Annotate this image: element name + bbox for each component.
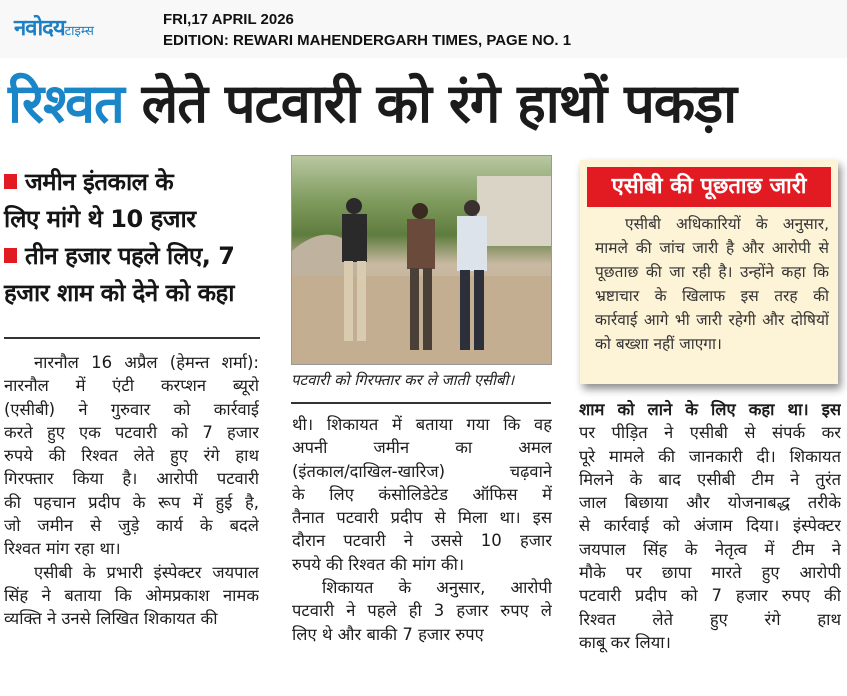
text-line: शाम को लाने के लिए कहा था। इस: [579, 400, 841, 419]
text-line: अपनी जमीन का अमल: [292, 438, 552, 458]
article-column-3: [579, 398, 841, 654]
edition-name: EDITION: REWARI MAHENDERGARH TIMES, PAGE NO. 1: [163, 32, 572, 49]
text-line: पूछताछ की जा रही है। उन्होंने कहा कि: [595, 263, 829, 281]
text-line: के लिए कंसोलिडेटेड ऑफिस में: [292, 484, 552, 504]
text-line: भ्रष्टाचार के खिलाफ इस तरह की: [595, 287, 829, 305]
text-line: मिलने के बाद एसीबी टीम ने तुरंत: [579, 469, 841, 489]
text-line: करते हुए एक पटवारी को 7 हजार: [4, 422, 259, 442]
headline-rest: लेते पटवारी को रंगे हाथों पकड़ा: [123, 72, 737, 135]
logo-main: नवोदय: [14, 16, 65, 41]
text-line: कार्रवाई आगे भी जारी रहेगी और दोषियों: [595, 311, 829, 329]
issue-date: FRI,17 APRIL 2026: [163, 11, 294, 28]
text-line: (एसीबी) ने गुरुवार को कार्रवाई: [4, 399, 259, 419]
text-line: थी। शिकायत में बताया गया कि वह: [292, 415, 552, 434]
subheading-line: जमीन इंतकाल के: [25, 168, 174, 196]
text-line: लिए थे और बाकी 7 हजार रुपए: [292, 624, 484, 644]
text-line: मौके पर छापा मारते हुए आरोपी: [579, 563, 841, 583]
text-line: (इंतकाल/दाखिल-खारिज) चढ़वाने: [292, 461, 552, 481]
text-line: रुपये की रिश्वत लेते हुए रंगे हाथ: [4, 446, 259, 466]
text-line: दौरान पटवारी ने उससे 10 हजार: [292, 531, 552, 551]
text-line: पूरे मामले की जानकारी दी। शिकायत: [579, 446, 841, 466]
photo-caption: पटवारी को गिरफ्तार कर ले जाती एसीबी।: [291, 371, 515, 389]
sidebar-box-title: एसीबी की पूछताछ जारी: [587, 167, 831, 207]
text-line: को बख्शा नहीं जाएगा।: [595, 335, 722, 353]
edition-info: [163, 9, 571, 51]
text-line: जो जमीन से जुड़े कार्य के बदले: [4, 516, 259, 536]
logo-sub: टाइम्स: [64, 24, 94, 39]
article-column-2: [292, 413, 552, 646]
text-line: रिश्वत लेते हुए रंगे हाथ: [579, 609, 841, 629]
subheadings: [4, 164, 262, 312]
text-line: काबू कर लिया।: [579, 632, 671, 652]
subheading: [4, 164, 262, 201]
bullet-square-icon: [4, 248, 17, 263]
news-photo: [291, 155, 552, 365]
text-line: गिरफ्तार किया है। आरोपी पटवारी: [4, 469, 259, 489]
text-line: तैनात पटवारी प्रदीप से मिला था। इस: [292, 508, 552, 528]
text-line: रुपये की रिश्वत की मांग की।: [292, 554, 465, 574]
text-line: एसीबी अधिकारियों के अनुसार,: [625, 215, 829, 233]
subheading-line: तीन हजार पहले लिए, 7: [25, 242, 235, 270]
text-line: एसीबी के प्रभारी इंस्पेक्टर जयपाल: [34, 562, 259, 582]
text-line: की पहचान प्रदीप के रूप में हुई है,: [4, 492, 259, 512]
text-line: नारनौल में एंटी करप्शन ब्यूरो: [4, 376, 259, 396]
text-line: से कार्रवाई को अंजाम दिया। इंस्पेक्टर: [579, 516, 841, 536]
masthead-bar: [0, 0, 847, 58]
subheading-line: हजार शाम को देने को कहा: [4, 279, 235, 307]
subheading: [4, 275, 262, 312]
divider: [4, 337, 260, 339]
newspaper-logo: [14, 12, 94, 42]
subheading: [4, 201, 262, 238]
sidebar-box-body: [595, 212, 829, 356]
sidebar-box: [580, 160, 838, 384]
text-line: जाल बिछाया और योजनाबद्ध तरीके: [579, 493, 841, 513]
subheading-line: लिए मांगे थे 10 हजार: [4, 205, 196, 233]
text-line: पर पीड़ित ने एसीबी से संपर्क कर: [579, 423, 841, 443]
article-column-1: [4, 351, 259, 631]
text-line: जयपाल सिंह के नेतृत्व में टीम ने: [579, 539, 841, 559]
bullet-square-icon: [4, 174, 17, 189]
divider: [291, 402, 551, 404]
text-line: पटवारी प्रदीप को 7 हजार रुपए की: [579, 586, 841, 606]
text-line: रिश्वत मांग रहा था।: [4, 539, 121, 559]
subheading: [4, 238, 262, 275]
photo-scene: [292, 156, 551, 364]
text-line: व्यक्ति ने उनसे लिखित शिकायत की: [4, 609, 218, 629]
text-line: नारनौल 16 अप्रैल (हेमन्त शर्मा):: [34, 353, 259, 372]
text-line: पटवारी ने पहले ही 3 हजार रुपए ले: [292, 601, 552, 621]
headline-highlight: रिश्वत: [8, 72, 124, 135]
text-line: शिकायत के अनुसार, आरोपी: [322, 578, 552, 598]
text-line: सिंह ने बताया कि ओमप्रकाश नामक: [4, 585, 259, 605]
text-line: मामले की जांच जारी है और आरोपी से: [595, 239, 829, 257]
headline: [8, 62, 843, 146]
